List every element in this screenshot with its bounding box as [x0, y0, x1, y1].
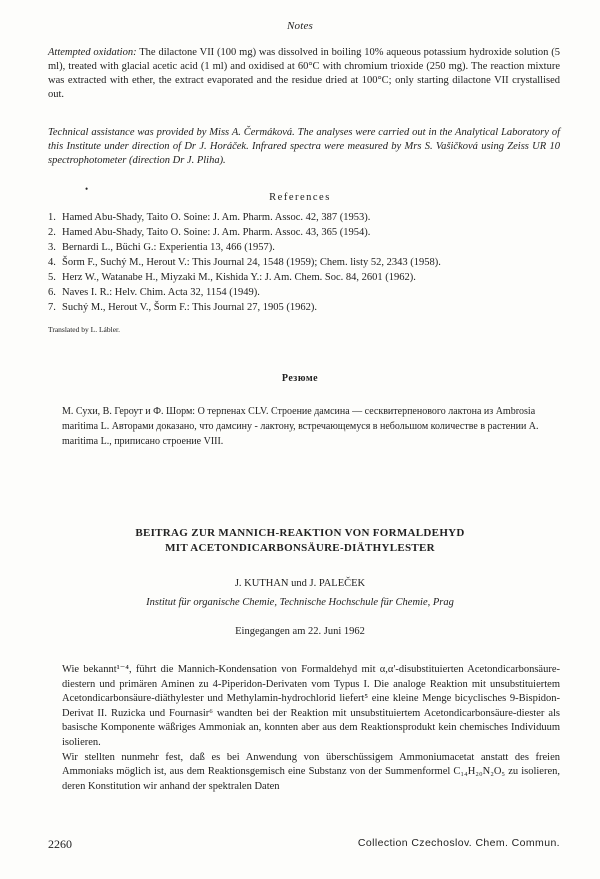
article-title-line-1: BEITRAG ZUR MANNICH-REAKTION VON FORMALDEHYD	[135, 527, 465, 539]
reference-list	[48, 210, 568, 315]
reference-item	[48, 285, 568, 300]
reference-item	[48, 225, 568, 240]
reference-item	[48, 240, 568, 255]
reference-text: Šorm F., Suchý M., Herout V.: This Journal 24, 1548 (1959); Chem. listy 52, 2343 (1958).	[62, 257, 441, 268]
reference-text: Naves I. R.: Helv. Chim. Acta 32, 1154 (1949).	[62, 287, 260, 298]
reference-text: Hamed Abu-Shady, Taito O. Soine: J. Am. Pharm. Assoc. 43, 365 (1954).	[62, 227, 371, 238]
paragraph-lead: Attempted oxidation:	[48, 47, 137, 58]
article-body	[62, 663, 560, 794]
body-paragraph-1: Wie bekannt¹⁻⁴, führt die Mannich-Kondensation von Formaldehyd mit α,α'-disubstituierten Acetondicarbonsäure-diestern und primären Aminen zu 4-Piperidon-Derivaten vom Typus I. Die analoge Reaktion mit unsubstituiertem Acetondicarbonsäure-diäthylester und Methylamin-hydrochlorid liefert⁵ eine kleine Menge bicyclisches 9-Bispidon-Derivat II. Ruzicka und Fournasir⁶ wandten bei der Reaktion mit unsubstituiertem Acetondicarbonsäure-diester als basische Komponente wäßriges Ammoniak an, konnten aber aus dem Reaktionsprodukt kein chemisches Individuum isolieren.	[62, 664, 560, 748]
attempted-oxidation-paragraph	[48, 46, 560, 102]
section-marker: •	[85, 184, 89, 194]
acknowledgement-paragraph: Technical assistance was provided by Miss A. Čermáková. The analyses were carried out in the Analytical Laboratory of this Institute under direction of Dr J. Horáček. Infrared spectra were measured by Mrs S. Vašičková using Zeiss UR 10 spectrophotometer (direction Dr J. Pliha).	[48, 127, 560, 166]
paragraph-text: The dilactone VII (100 mg) was dissolved in boiling 10% aqueous potassium hydroxide solution (5 ml), treated with glacial acetic acid (1 ml) and oxidised at 60°C with chromium trioxide (250 mg). The reaction mixture was extracted with ether, the extract evaporated and the residue dried at 100°C; only starting dilactone VII crystallised out.	[48, 47, 560, 100]
article-affiliation: Institut für organische Chemie, Technische Hochschule für Chemie, Prag	[146, 597, 454, 608]
reference-number: 2.	[48, 227, 56, 238]
reference-item	[48, 210, 568, 225]
reference-item	[48, 300, 568, 315]
article-title	[0, 526, 600, 556]
reference-number: 3.	[48, 242, 56, 253]
reference-text: Bernardi L., Büchi G.: Experientia 13, 466 (1957).	[62, 242, 275, 253]
reference-number: 1.	[48, 212, 56, 223]
reference-number: 5.	[48, 272, 56, 283]
reference-number: 4.	[48, 257, 56, 268]
article-authors: J. KUTHAN und J. PALEČEK	[234, 578, 366, 589]
running-header: Notes	[286, 20, 314, 32]
journal-name: Collection Czechoslov. Chem. Commun.	[357, 837, 560, 849]
reference-number: 6.	[48, 287, 56, 298]
reference-text: Hamed Abu-Shady, Taito O. Soine: J. Am. Pharm. Assoc. 42, 387 (1953).	[62, 212, 371, 223]
reference-item	[48, 270, 568, 285]
reference-number: 7.	[48, 302, 56, 313]
resume-text: М. Сухи, В. Героут и Ф. Шорм: О терпенах CLV. Строение дамсина — сесквитерпенового лактона из Ambrosia maritima L. Авторами доказано, что дамсину - лактону, встречающемуся в небольшом количестве в растении A. maritima L., приписано строение VIII.	[62, 406, 539, 447]
received-date: Eingegangen am 22. Juni 1962	[235, 626, 365, 637]
reference-item	[48, 255, 568, 270]
reference-text: Suchý M., Herout V., Šorm F.: This Journal 27, 1905 (1962).	[62, 302, 317, 313]
body-paragraph-2: Wir stellten nunmehr fest, daß es bei Anwendung von überschüssigem Ammoniumacetat anstatt des freien Ammoniaks möglich ist, aus dem Reaktionsgemisch eine Substanz von der Summenformel C₁₄H₂₀N₂O₅ zu isolieren, deren Konstitution wir anhand der spektralen Daten	[62, 751, 560, 792]
references-heading: References	[269, 192, 331, 203]
article-title-line-2: MIT ACETONDICARBONSÄURE-DIÄTHYLESTER	[165, 542, 435, 554]
translator-note: Translated by L. Lábler.	[48, 325, 121, 334]
resume-heading: Резюме	[281, 373, 319, 384]
reference-text: Herz W., Watanabe H., Miyzaki M., Kishida Y.: J. Am. Chem. Soc. 84, 2601 (1962).	[62, 272, 416, 283]
page-number: 2260	[48, 837, 72, 851]
